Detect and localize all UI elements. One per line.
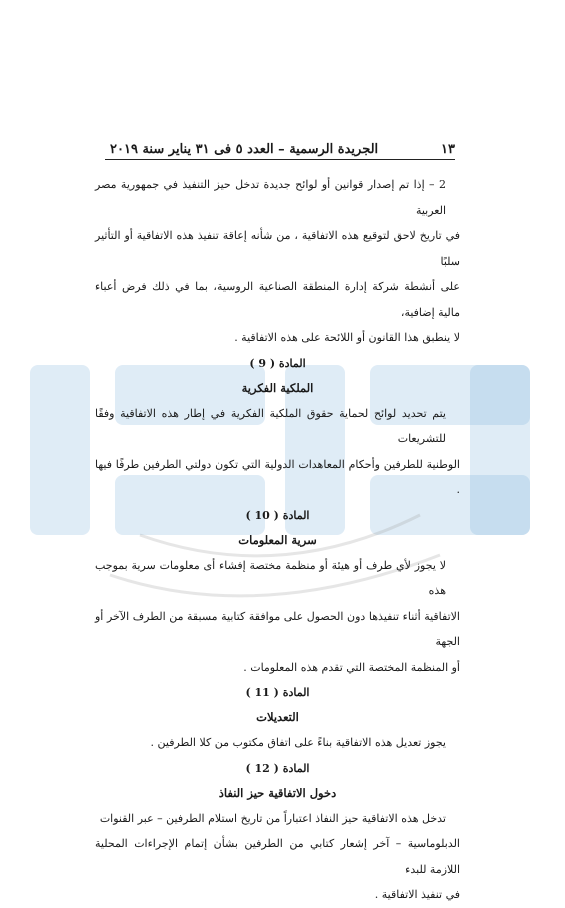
- article-9-title: الملكية الفكرية: [241, 380, 314, 395]
- header-title: الجريدة الرسمية – العدد ٥ فى ٣١ يناير سنة ٢٠١٩: [110, 142, 379, 157]
- paragraph-line: على أنشطة شركة إدارة المنطقة الصناعية الروسية، بما في ذلك فرض أعباء مالية إضافية،: [95, 280, 460, 319]
- article-11-heading: المادة ( 11 ): [245, 686, 310, 699]
- paragraph-line: لا ينطبق هذا القانون أو اللائحة على هذه الاتفاقية .: [234, 331, 460, 344]
- paragraph-line: أو المنظمة المختصة التي تقدم هذه المعلومات .: [243, 660, 460, 674]
- header-rule: [105, 159, 455, 160]
- paragraph-line: تدخل هذه الاتفاقية حيز النفاذ اعتباراً من تاريخ استلام الطرفين – عبر القنوات: [99, 811, 446, 825]
- paragraph-line: الوطنية للطرفين وأحكام المعاهدات الدولية التي تكون دولتي الطرفين طرفًا فيها .: [95, 457, 460, 496]
- paragraph-line: الاتفاقية أثناء تنفيذها دون الحصول على موافقة كتابية مسبقة من الطرف الآخر أو الجهة: [95, 609, 460, 648]
- article-12-title: دخول الاتفاقية حيز النفاذ: [218, 785, 337, 800]
- paragraph-line: 2 – إذا تم إصدار قوانين أو لوائح جديدة تدخل حيز التنفيذ في جمهورية مصر العربية: [95, 178, 446, 217]
- paragraph-line: يتم تحديد لوائح لحماية حقوق الملكية الفكرية في إطار هذه الاتفاقية وفقًا للتشريعات: [95, 406, 446, 445]
- paragraph-line: في تنفيذ الاتفاقية .: [374, 888, 460, 901]
- article-10-title: سرية المعلومات: [238, 532, 317, 547]
- page-number: ١٣: [441, 142, 455, 157]
- document-body: [95, 172, 460, 908]
- article-11-title: التعديلات: [256, 710, 299, 724]
- paragraph-line: لا يجوز لأي طرف أو هيئة أو منظمة مختصة إفشاء أى معلومات سرية بموجب هذه: [95, 558, 446, 597]
- paragraph-line: يجوز تعديل هذه الاتفاقية بناءً على اتفاق مكتوب من كلا الطرفين .: [150, 736, 446, 749]
- page-header: [110, 129, 455, 157]
- paragraph-line: الدبلوماسية – آخر إشعار كتابي من الطرفين بشأن إتمام الإجراءات المحلية اللازمة للبدء: [95, 837, 460, 876]
- article-12-heading: المادة ( 12 ): [245, 761, 310, 775]
- article-9-heading: المادة ( 9 ): [249, 356, 306, 370]
- article-10-heading: المادة ( 10 ): [245, 508, 310, 522]
- paragraph-line: في تاريخ لاحق لتوقيع هذه الاتفاقية ، من شأنه إعاقة تنفيذ هذه الاتفاقية أو التأثير سلبًا: [95, 229, 460, 268]
